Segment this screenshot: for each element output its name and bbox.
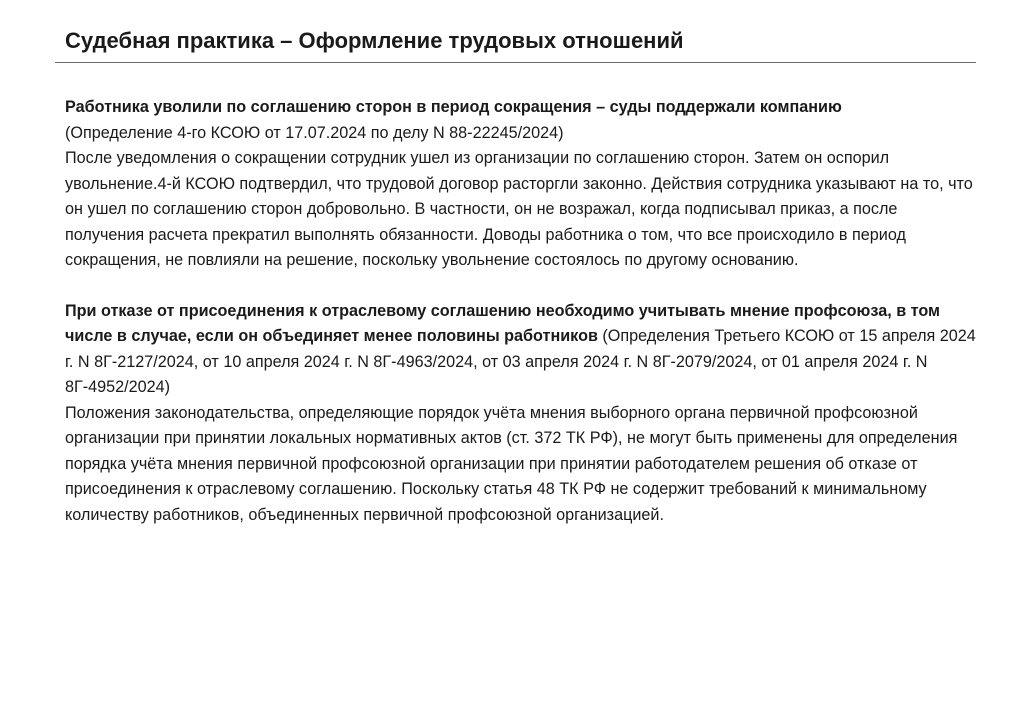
title-divider: [55, 62, 976, 63]
case-item-2: [65, 299, 980, 529]
case-reference: (Определение 4-го КСОЮ от 17.07.2024 по делу N 88-22245/2024): [65, 123, 564, 142]
slide-content: [65, 95, 980, 528]
case-text: После уведомления о сокращении сотрудник ушел из организации по соглашению сторон. Затем он оспорил увольнение.4-й КСОЮ подтвердил, что трудовой договор расторгли законно. Действия сотрудника указывают на то, что он ушел по соглашению сторон добровольно. В частности, он не возражал, когда подписывал приказ, а после получения расчета прекратил выполнять обязанности. Доводы работника о том, что все происходило в период сокращения, не повлияли на решение, поскольку увольнение состоялось по другому основанию.: [65, 149, 973, 269]
case-heading: Работника уволили по соглашению сторон в период сокращения – суды поддержали компанию: [65, 98, 842, 116]
case-reference: (Определения Третьего КСОЮ от 15 апреля 2024 г. N 8Г-2127/2024, от 10 апреля 2024 г. N 8Г-4963/2024, от 03 апреля 2024 г. N 8Г-2079/2024, от 01 апреля 2024 г. N 8Г-4952/2024): [65, 327, 976, 396]
page-title: Судебная практика – Оформление трудовых отношений: [65, 28, 684, 53]
case-heading: При отказе от присоединения к отраслевому соглашению необходимо учитывать мнение профсоюза, в том числе в случае, если он объединяет менее половины работников: [65, 301, 941, 345]
case-text: Положения законодательства, определяющие порядок учёта мнения выборного органа первичной профсоюзной организации при принятии локальных нормативных актов (ст. 372 ТК РФ), не могут быть применены для определения порядка учёта мнения первичной профсоюзной организации при принятии работодателем решения об отказе от присоединения к отраслевому соглашению. Поскольку статья 48 ТК РФ не содержит требований к минимальному количеству работников, объединенных первичной профсоюзной организацией.: [65, 403, 958, 524]
case-item-1: [65, 95, 980, 274]
